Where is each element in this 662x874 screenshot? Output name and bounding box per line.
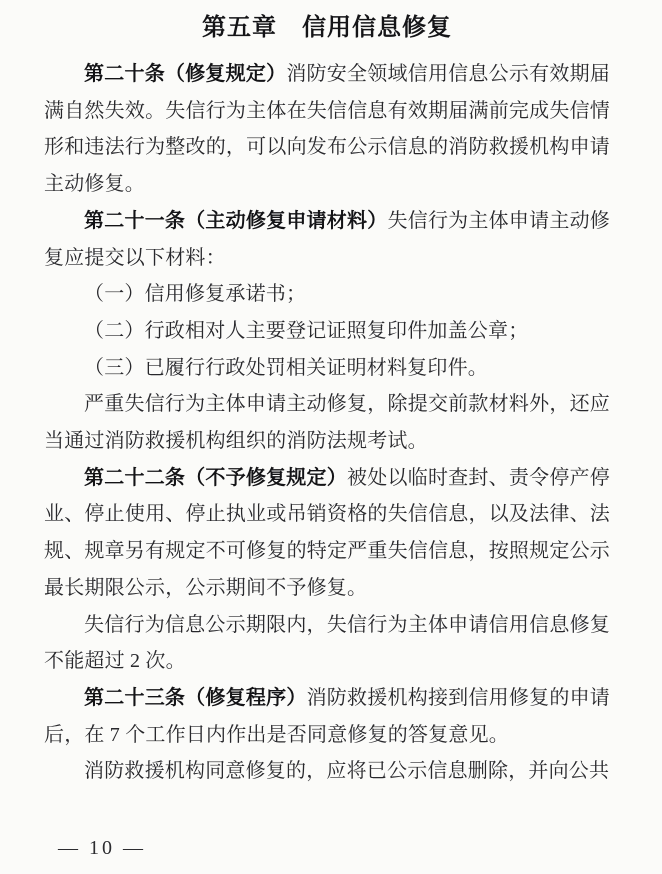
article-21-clause-2-text: 严重失信行为主体申请主动修复，除提交前款材料外，还应当通过消防救援机构组织的消防法规考试。 [44,393,610,453]
paragraph-article-22-clause-2 [44,607,610,680]
article-21-text: 失信行为主体申请主动修复应提交以下材料： [44,209,611,269]
article-22-heading: 第二十二条（不予修复规定） [84,466,348,489]
paragraph-article-21 [44,203,610,276]
paragraph-list-item-3 [44,350,610,387]
article-21-heading: 第二十一条（主动修复申请材料） [84,209,388,232]
article-20-heading: 第二十条（修复规定） [84,63,287,85]
article-22-text: 被处以临时查封、责令停产停业、停止使用、停止执业或吊销资格的失信信息，以及法律、法规、规章另有规定不可修复的特定严重失信信息，按照规定公示最长期限公示，公示期间不予修复。 [44,466,610,599]
article-22-clause-2-text: 失信行为信息公示期限内，失信行为主体申请信用信息修复不能超过 2 次。 [44,613,610,673]
paragraph-article-22 [44,460,610,607]
paragraph-article-23 [44,680,610,753]
article-23-clause-2-text: 消防救援机构同意修复的，应将已公示信息删除，并向公共 [84,760,610,783]
article-20-text: 消防安全领域信用信息公示有效期届满自然失效。失信行为主体在失信信息有效期届满前完成失信情形和违法行为整改的，可以向发布公示信息的消防救援机构申请主动修复。 [44,63,611,196]
paragraph-list-item-1 [44,276,610,313]
list-item-3-text: （三）已履行行政处罚相关证明材料复印件。 [84,356,488,379]
list-item-2-text: （二）行政相对人主要登记证照复印件加盖公章； [84,319,529,342]
document-body [44,56,610,790]
paragraph-article-20 [44,56,610,203]
article-23-text: 消防救援机构接到信用修复的申请后，在 7 个工作日内作出是否同意修复的答复意见。 [44,686,611,746]
list-item-1-text: （一）信用修复承诺书； [84,283,307,306]
paragraph-article-21-clause-2 [44,386,610,459]
chapter-title: 第五章 信用信息修复 [202,14,452,41]
paragraph-article-23-clause-2 [44,753,610,790]
paragraph-list-item-2 [44,313,610,350]
page-content [44,12,610,790]
page-number: — 10 — [58,837,146,859]
article-23-heading: 第二十三条（修复程序） [84,686,307,709]
